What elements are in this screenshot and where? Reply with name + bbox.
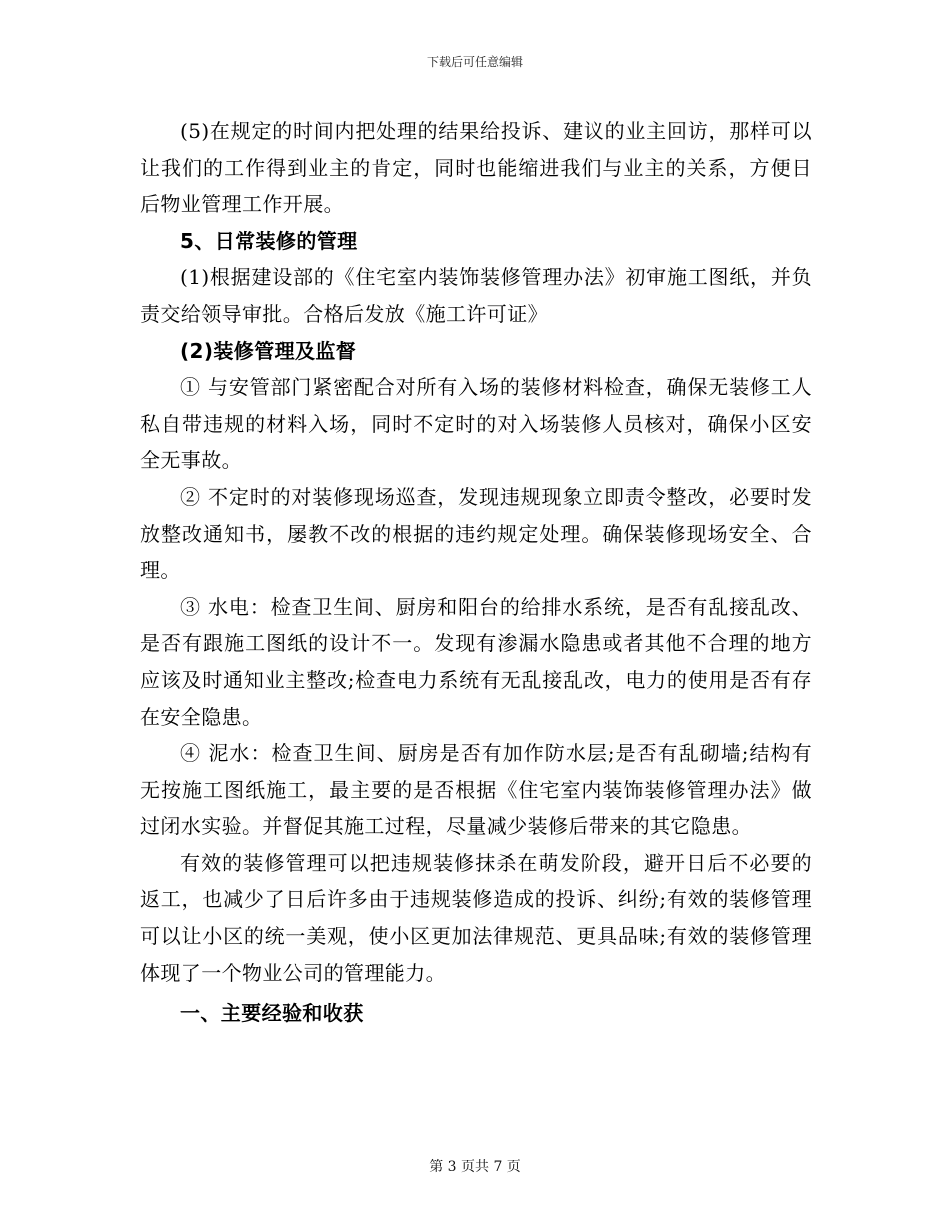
- paragraph-masonry: ④ 泥水：检查卫生间、厨房是否有加作防水层;是否有乱砌墙;结构有无按施工图纸施工，最主要的是否根据《住宅室内装饰装修管理办法》做过闭水实验。并督促其施工过程，尽量减少装修后带来的其它隐患。: [140, 741, 812, 839]
- paragraph-site-patrol: ② 不定时的对装修现场巡查，发现违规现象立即责令整改，必要时发放整改通知书，屡教不改的根据的违约规定处理。确保装修现场安全、合理。: [140, 484, 812, 583]
- section-title-experience: 一、主要经验和收获: [180, 1001, 364, 1026]
- paragraph-summary: 有效的装修管理可以把违规装修抹杀在萌发阶段，避开日后不必要的返工，也减少了日后许多由于违规装修造成的投诉、纠纷;有效的装修管理可以让小区的统一美观，使小区更加法律规范、更具品味;有效的装修管理体现了一个物业公司的管理能力。: [140, 850, 812, 985]
- paragraph-drawing-review: (1)根据建设部的《住宅室内装饰装修管理办法》初审施工图纸，并负责交给领导审批。合格后发放《施工许可证》: [140, 265, 812, 326]
- page-number: 第 3 页共 7 页: [429, 1159, 521, 1175]
- heading-decoration-management: 5、日常装修的管理: [180, 228, 358, 253]
- page-header: 下载后可任意编辑: [426, 55, 523, 69]
- document-body: [140, 113, 812, 1032]
- paragraph-revisit: (5)在规定的时间内把处理的结果给投诉、建议的业主回访，那样可以让我们的工作得到业主的肯定，同时也能缩进我们与业主的关系，方便日后物业管理工作开展。: [140, 119, 812, 217]
- subheading-supervision: (2)装修管理及监督: [180, 338, 357, 363]
- paragraph-material-check: ① 与安管部门紧密配合对所有入场的装修材料检查，确保无装修工人私自带违规的材料入场，同时不定时的对入场装修人员核对，确保小区安全无事故。: [140, 375, 812, 473]
- paragraph-plumbing-electric: ③ 水电：检查卫生间、厨房和阳台的给排水系统，是否有乱接乱改、是否有跟施工图纸的设计不一。发现有渗漏水隐患或者其他不合理的地方应该及时通知业主整改;检查电力系统有无乱接乱改，电力的使用是否有存在安全隐患。: [140, 594, 812, 729]
